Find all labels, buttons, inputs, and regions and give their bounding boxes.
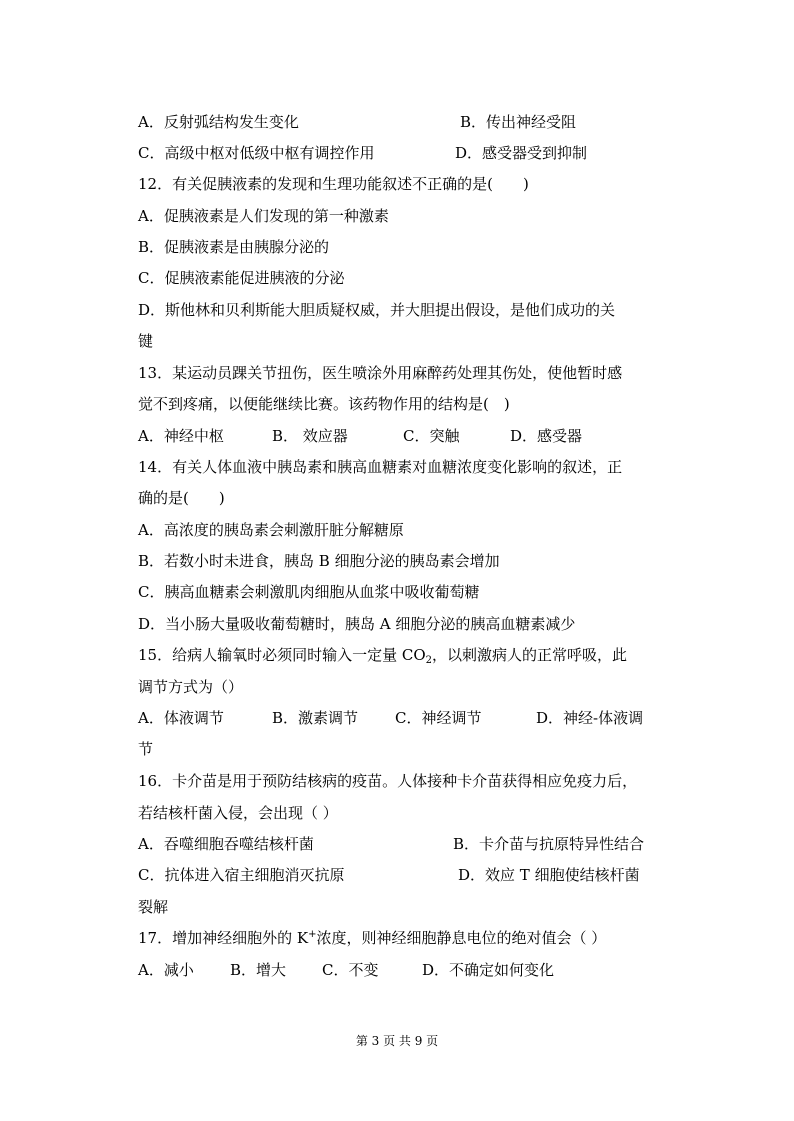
q16-option-a: A．吞噬细胞吞噬结核杆菌 <box>138 835 314 853</box>
q11-option-d: D．感受器受到抑制 <box>455 144 588 162</box>
q11-option-a: A．反射弧结构发生变化 <box>138 113 299 131</box>
q13-option-d: D．感受器 <box>510 427 583 445</box>
q17-option-c: C．不变 <box>322 961 379 979</box>
q16-stem-line-2: 若结核杆菌入侵，会出现（ ） <box>138 804 338 822</box>
q14-option-d: D．当小肠大量吸收葡萄糖时，胰岛 A 细胞分泌的胰高血糖素减少 <box>138 615 576 633</box>
q14-option-a: A．高浓度的胰岛素会刺激肝脏分解糖原 <box>138 521 404 539</box>
q17-option-d: D．不确定如何变化 <box>422 961 555 979</box>
page-number-footer: 第 3 页 共 9 页 <box>355 1034 439 1048</box>
q15-stem-part-2: ，以刺激病人的正常呼吸，此 <box>432 646 628 664</box>
q14-option-c: C．胰高血糖素会刺激肌肉细胞从血浆中吸收葡萄糖 <box>138 583 480 601</box>
q17-stem-part-1: 17．增加神经细胞外的 K <box>138 929 309 947</box>
q12-option-b: B．促胰液素是由胰腺分泌的 <box>138 238 330 256</box>
q15-subscript: 2 <box>425 655 433 666</box>
q17-stem <box>138 928 606 948</box>
q13-stem-line-1: 13．某运动员踝关节扭伤，医生喷涂外用麻醉药处理其伤处，使他暂时感 <box>138 364 623 382</box>
q15-option-d: D．神经-体液调 <box>536 709 644 727</box>
q13-stem-line-2: 觉不到疼痛，以便能继续比赛。该药物作用的结构是( ) <box>138 395 510 413</box>
q16-option-b: B．卡介苗与抗原特异性结合 <box>453 835 645 853</box>
q13-option-c: C．突触 <box>403 427 460 445</box>
q15-option-c: C．神经调节 <box>395 709 482 727</box>
q16-stem-line-1: 16．卡介苗是用于预防结核病的疫苗。人体接种卡介苗获得相应免疫力后， <box>138 772 638 790</box>
q12-option-c: C．促胰液素能促进胰液的分泌 <box>138 269 345 287</box>
q14-stem-line-1: 14．有关人体血液中胰岛素和胰高血糖素对血糖浓度变化影响的叙述，正 <box>138 458 623 476</box>
q13-option-a: A．神经中枢 <box>138 427 224 445</box>
q15-stem-part-1: 15．给病人输氧时必须同时输入一定量 CO <box>138 646 426 664</box>
q15-option-a: A．体液调节 <box>138 709 224 727</box>
q15-option-d-cont: 节 <box>138 740 154 758</box>
q16-option-c: C．抗体进入宿主细胞消灭抗原 <box>138 866 345 884</box>
q17-option-a: A．减小 <box>138 961 194 979</box>
q17-stem-part-2: 浓度，则神经细胞静息电位的绝对值会（ ） <box>316 929 607 947</box>
q15-stem-line-1 <box>138 645 627 665</box>
q14-option-b: B．若数小时未进食，胰岛 B 细胞分泌的胰岛素会增加 <box>138 552 500 570</box>
q15-option-b: B．激素调节 <box>272 709 359 727</box>
q12-option-d-cont: 键 <box>138 332 154 350</box>
q11-option-b: B．传出神经受阻 <box>460 113 577 131</box>
q12-option-a: A．促胰液素是人们发现的第一种激素 <box>138 207 389 225</box>
q15-stem-line-2: 调节方式为（） <box>138 678 244 696</box>
q17-option-b: B．增大 <box>230 961 287 979</box>
q16-option-d-cont: 裂解 <box>138 898 169 916</box>
q14-stem-line-2: 确的是( ) <box>138 489 225 507</box>
q16-option-d: D．效应 T 细胞使结核杆菌 <box>458 866 640 884</box>
q12-option-d: D．斯他林和贝利斯能大胆质疑权威，并大胆提出假设，是他们成功的关 <box>138 301 616 319</box>
q17-superscript: + <box>308 929 317 940</box>
q11-option-c: C．高级中枢对低级中枢有调控作用 <box>138 144 375 162</box>
q13-option-b: B． 效应器 <box>272 427 348 445</box>
q12-stem: 12．有关促胰液素的发现和生理功能叙述不正确的是( ) <box>138 175 529 193</box>
